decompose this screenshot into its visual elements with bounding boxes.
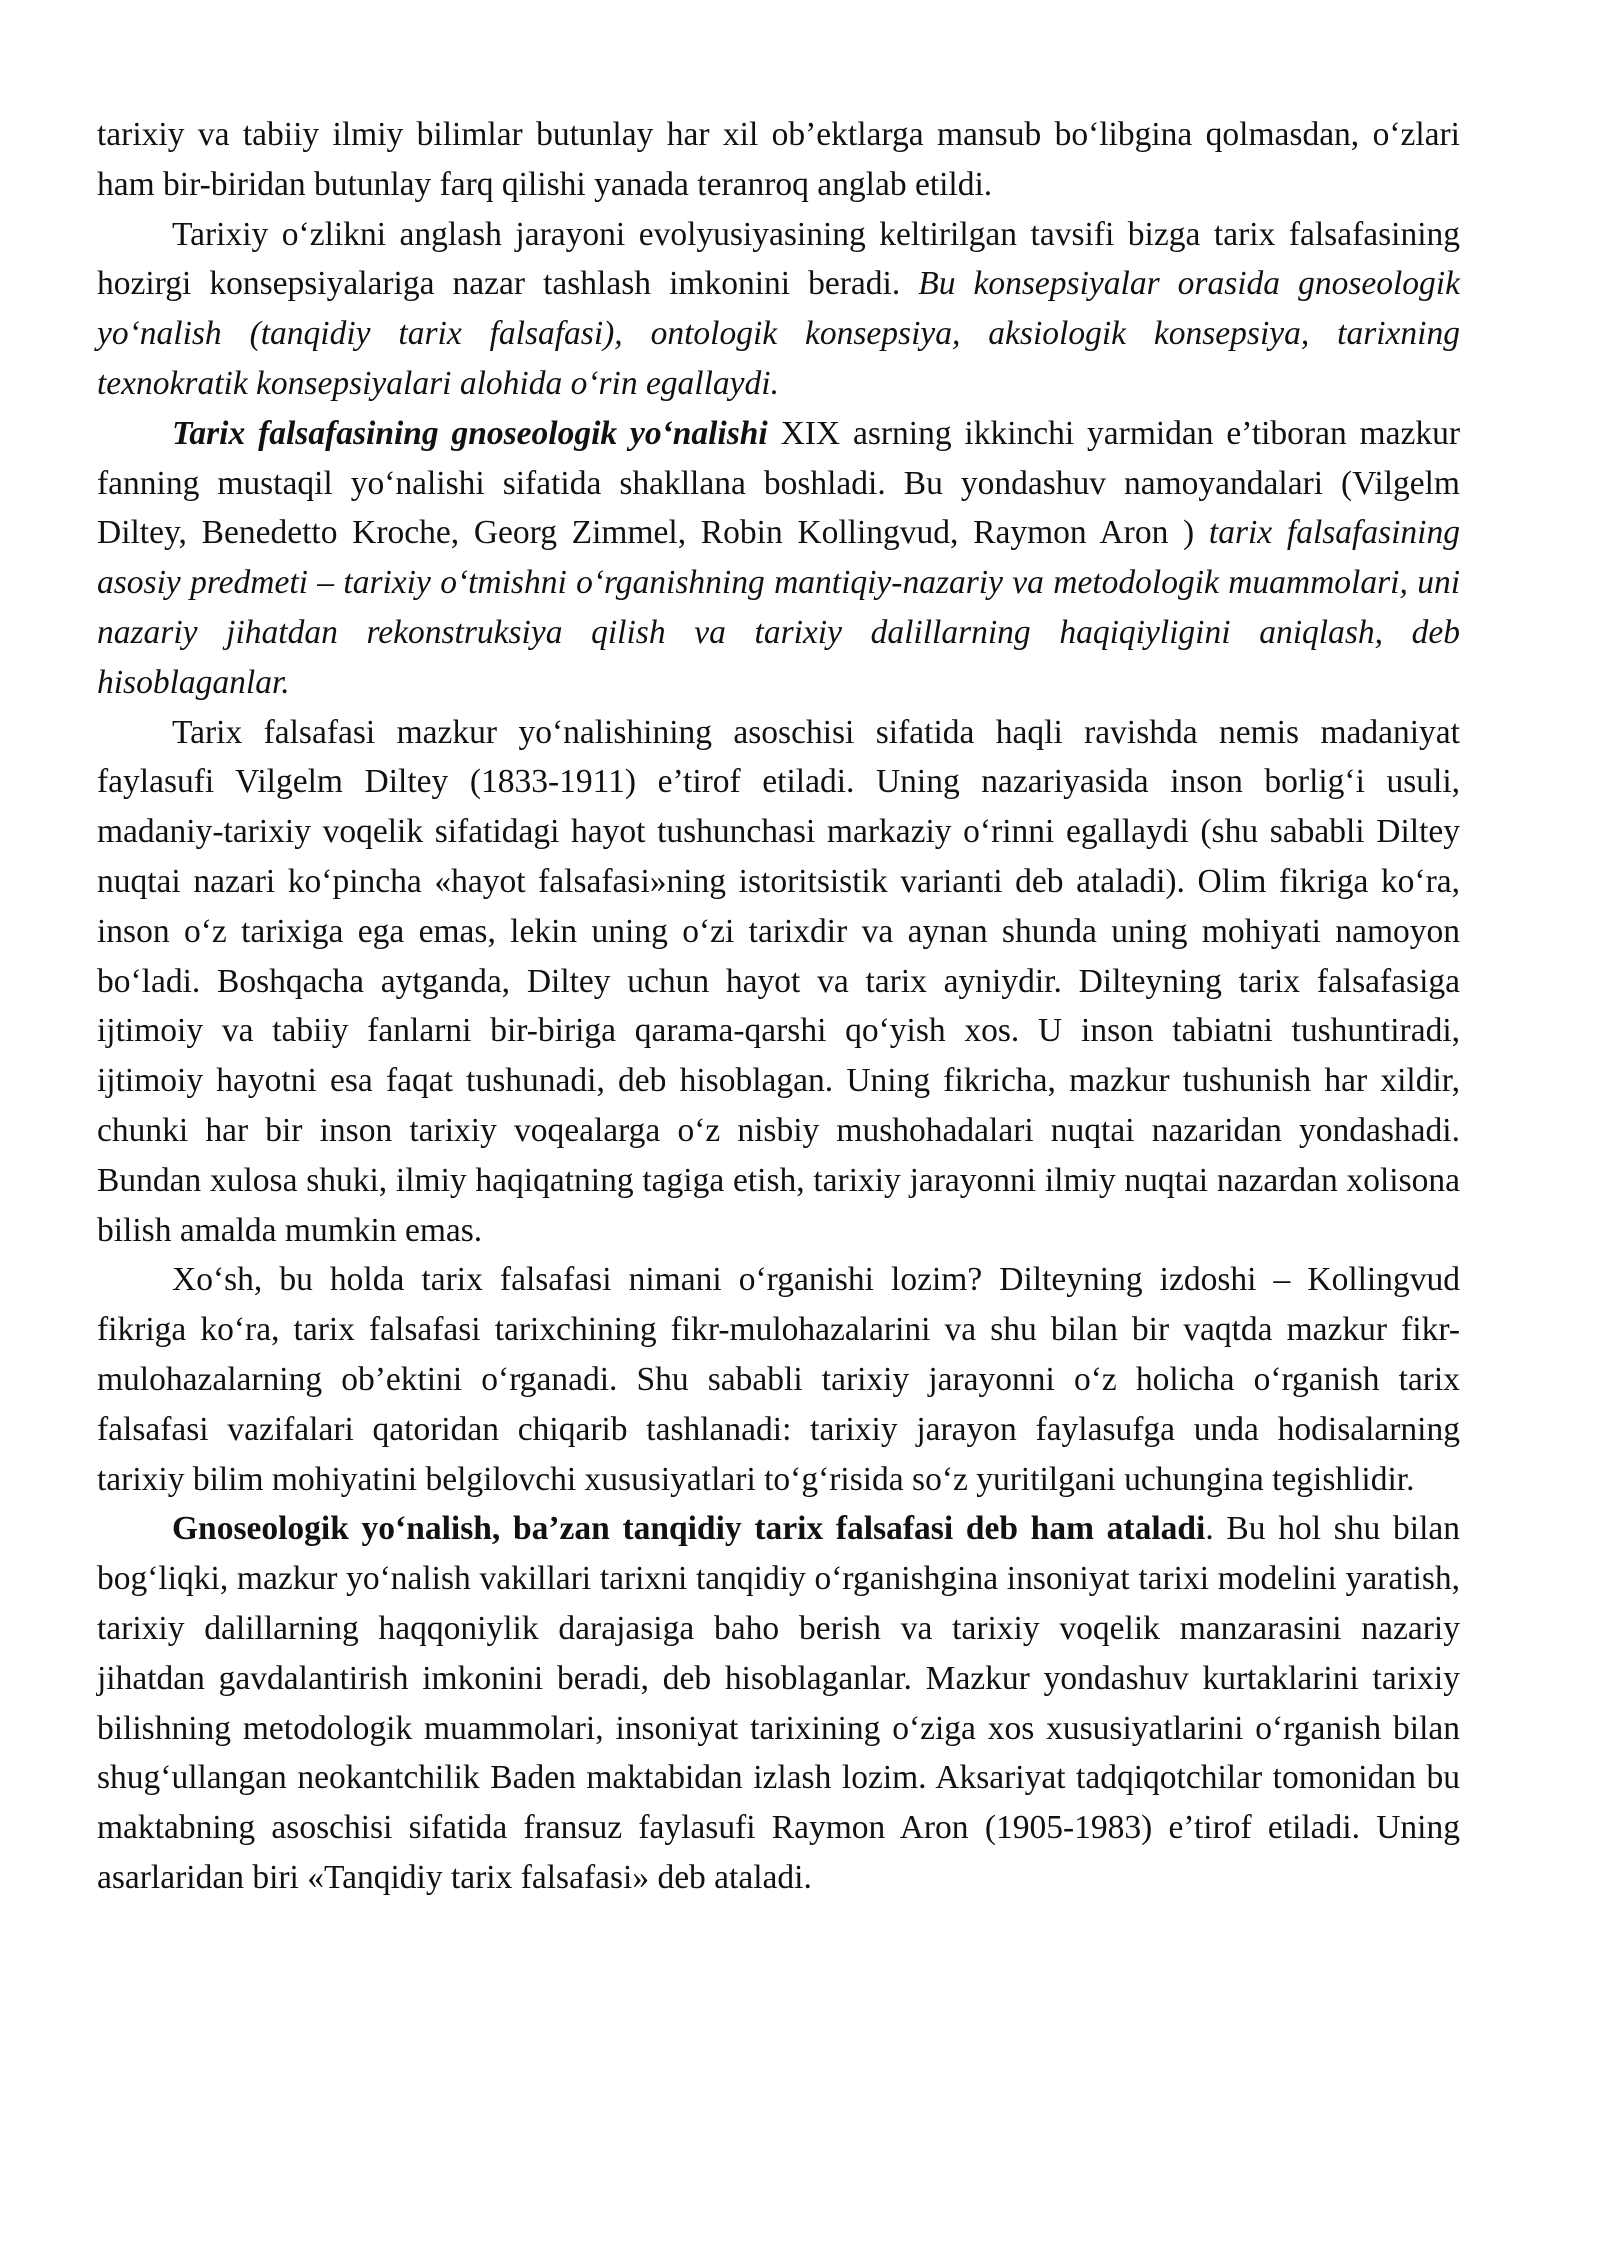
paragraph-6-run-2: . Bu hol shu bilan bog‘liqki, mazkur yo‘nalish vakillari tarixni tanqidiy o‘rganishgina insoniyat tarixi modelini yaratish, tarixiy dalillarning haqqoniylik darajasiga baho berish va tarixiy voqelik manzarasini nazariy jihatdan gavdalantirish imkonini beradi, deb hisoblaganlar. Mazkur yondashuv kurtaklarini tarixiy bilishning metodologik muammolari, insoniyat tarixining o‘ziga xos xususiyatlarini o‘rganish bilan shug‘ullangan neokantchilik Baden maktabidan izlash lozim. Aksariyat tadqiqotchilar tomonidan bu maktabning asoschisi sifatida fransuz faylasufi Raymon Aron (1905-1983) e’tirof etiladi. Uning asarlaridan biri «Tanqidiy tarix falsafasi» deb ataladi. xyxy=(97,1510,1460,1896)
paragraph-3 xyxy=(97,409,1460,708)
paragraph-3-italic-run: tarix falsafasining asosiy predmeti – tarixiy o‘tmishni o‘rganishning mantiqiy-nazariy va metodologik muammolari, uni nazariy jihatdan rekonstruksiya qilish va tarixiy dalillarning haqiqiyligini aniqlash, deb hisoblaganlar. xyxy=(97,514,1460,701)
paragraph-4 xyxy=(97,708,1460,1256)
paragraph-1 xyxy=(97,110,1460,210)
paragraph-2-italic-run: Bu konsepsiyalar orasida gnoseologik yo‘nalish (tanqidiy tarix falsafasi), ontologik konsepsiya, aksiologik konsepsiya, tarixning texnokratik konsepsiyalari alohida o‘rin egallaydi. xyxy=(97,265,1460,402)
paragraph-2 xyxy=(97,210,1460,409)
paragraph-3-run-2: XIX asrning ikkinchi yarmidan e’tiboran mazkur fanning mustaqil yo‘nalishi sifatida shakllana boshladi. Bu yondashuv namoyandalari (Vilgelm Diltey, Benedetto Kroche, Georg Zimmel, Robin Kollingvud, Raymon Aron ) xyxy=(97,414,1460,552)
paragraph-2-run-1: Tarixiy o‘zlikni anglash jarayoni evolyusiyasining keltirilgan tavsifi bizga tarix falsafasining hozirgi konsepsiyalariga nazar tashlash imkonini beradi. xyxy=(97,215,1460,303)
paragraph-3-term-heading: Tarix falsafasining gnoseologik yo‘nalishi xyxy=(172,414,768,452)
document-body xyxy=(97,110,1460,1903)
paragraph-6-bold-heading: Gnoseologik yo‘nalish, ba’zan tanqidiy tarix falsafasi deb ham ataladi xyxy=(172,1510,1206,1548)
paragraph-1-run-1: tarixiy va tabiiy ilmiy bilimlar butunlay har xil ob’ektlarga mansub bo‘libgina qolmasdan, o‘zlari ham bir-biridan butunlay farq qilishi yanada teranroq anglab etildi. xyxy=(97,116,1460,203)
paragraph-5 xyxy=(97,1255,1460,1504)
paragraph-6 xyxy=(97,1504,1460,1902)
paragraph-5-run-1: Xo‘sh, bu holda tarix falsafasi nimani o‘rganishi lozim? Dilteyning izdoshi – Kollingvud fikriga ko‘ra, tarix falsafasi tarixchining fikr-mulohazalarini va shu bilan bir vaqtda mazkur fikr-mulohazalarning ob’ektini o‘rganadi. Shu sababli tarixiy jarayonni o‘z holicha o‘rganish tarix falsafasi vazifalari qatoridan chiqarib tashlanadi: tarixiy jarayon faylasufga unda hodisalarning tarixiy bilim mohiyatini belgilovchi xususiyatlari to‘g‘risida so‘z yuritilgani uchungina tegishlidir. xyxy=(97,1261,1460,1498)
paragraph-4-run-1: Tarix falsafasi mazkur yo‘nalishining asoschisi sifatida haqli ravishda nemis madaniyat faylasufi Vilgelm Diltey (1833-1911) e’tirof etiladi. Uning nazariyasida inson borlig‘i usuli, madaniy-tarixiy voqelik sifatidagi hayot tushunchasi markaziy o‘rinni egallaydi (shu sababli Diltey nuqtai nazari ko‘pincha «hayot falsafasi»ning istoritsistik varianti deb ataladi). Olim fikriga ko‘ra, inson o‘z tarixiga ega emas, lekin uning o‘zi tarixdir va aynan shunda uning mohiyati namoyon bo‘ladi. Boshqacha aytganda, Diltey uchun hayot va tarix ayniydir. Dilteyning tarix falsafasiga ijtimoiy va tabiiy fanlarni bir-biriga qarama-qarshi qo‘yish xos. U inson tabiatni tushuntiradi, ijtimoiy hayotni esa faqat tushunadi, deb hisoblagan. Uning fikricha, mazkur tushunish har xildir, chunki har bir inson tarixiy voqealarga o‘z nisbiy mushohadalari nuqtai nazaridan yondashadi. Bundan xulosa shuki, ilmiy haqiqatning tagiga etish, tarixiy jarayonni ilmiy nuqtai nazardan xolisona bilish amalda mumkin emas. xyxy=(97,713,1460,1249)
